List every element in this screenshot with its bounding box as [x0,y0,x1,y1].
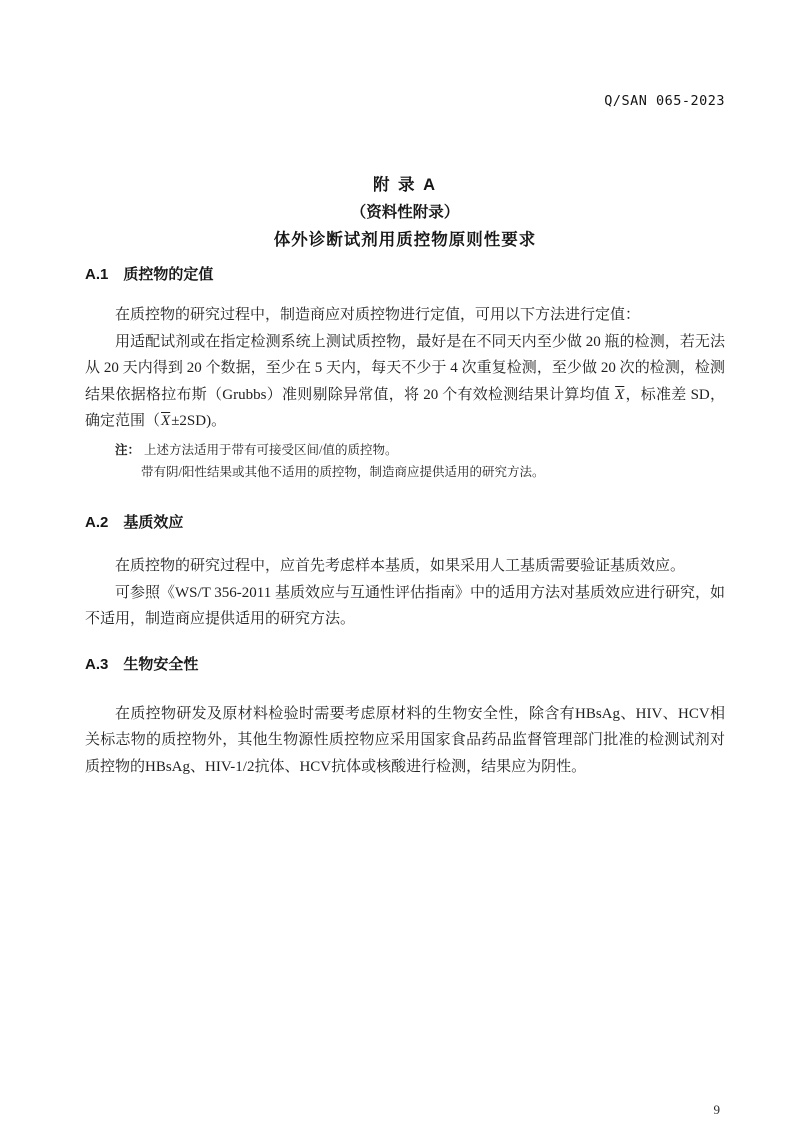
section-a3 [85,654,725,781]
section-a1-body [85,302,725,483]
appendix-type: （资料性附录） [350,204,460,221]
note-line: 带有阴/阳性结果或其他不适用的质控物，制造商应提供适用的研究方法。 [141,464,545,479]
paragraph-text: 用适配试剂或在指定检测系统上测试质控物，最好是在不同天内至少做 20 瓶的检测，若无法从 20 天内得到 20 个数据，至少在 5 天内，每天不少于 4 次重复检测，至少做 20 次的检测，检测结果依据格拉布斯（Grubbs）准则剔除异常值，将 20 个有效检测结果计算均值 [85,333,725,403]
appendix-title: 附 录 A [372,176,438,194]
section-a2 [85,512,725,633]
note-label: 注： [115,442,141,457]
note-line [115,439,725,461]
paragraph: 在质控物研发及原材料检验时需要考虑原材料的生物安全性，除含有HBsAg、HIV、HCV相关标志物的质控物外，其他生物源性质控物应采用国家食品药品监督管理部门批准的检测试剂对质控物的HBsAg、HIV-1/2抗体、HCV抗体或核酸进行检测，结果应为阴性。 [85,705,725,775]
xbar-mean-symbol: $\overline{X}$ [161,413,171,430]
section-a2-body [85,553,725,633]
title-block [85,171,725,254]
page-header [85,93,725,109]
appendix-subject: 体外诊断试剂用质控物原则性要求 [273,231,537,249]
paragraph: 在质控物的研究过程中，应首先考虑样本基质，如果采用人工基质需要验证基质效应。 [115,557,686,574]
page-number: 9 [713,1102,720,1117]
paragraph: 在质控物的研究过程中，制造商应对质控物进行定值，可用以下方法进行定值： [115,307,641,323]
paragraph-text: ，标准差 SD，确定范围（ [85,386,725,430]
paragraph: 可参照《WS/T 356-2011 基质效应与互通性评估指南》中的适用方法对基质效应进行研究，如不适用，制造商应提供适用的研究方法。 [85,584,726,628]
section-a1-heading: A.1 质控物的定值 [85,266,214,283]
section-a3-body [85,701,725,781]
paragraph-text: ±2SD)。 [171,413,227,430]
note-block [115,439,725,483]
section-a2-heading: A.2 基质效应 [85,513,184,531]
section-a1 [85,264,725,483]
section-a3-heading: A.3 生物安全性 [85,655,199,673]
standard-number: Q/SAN 065-2023 [604,93,725,109]
note-text: 上述方法适用于带有可接受区间/值的质控物。 [144,442,398,457]
paragraph [85,329,725,435]
xbar-mean-symbol: $\overline{X}$ [615,386,625,403]
